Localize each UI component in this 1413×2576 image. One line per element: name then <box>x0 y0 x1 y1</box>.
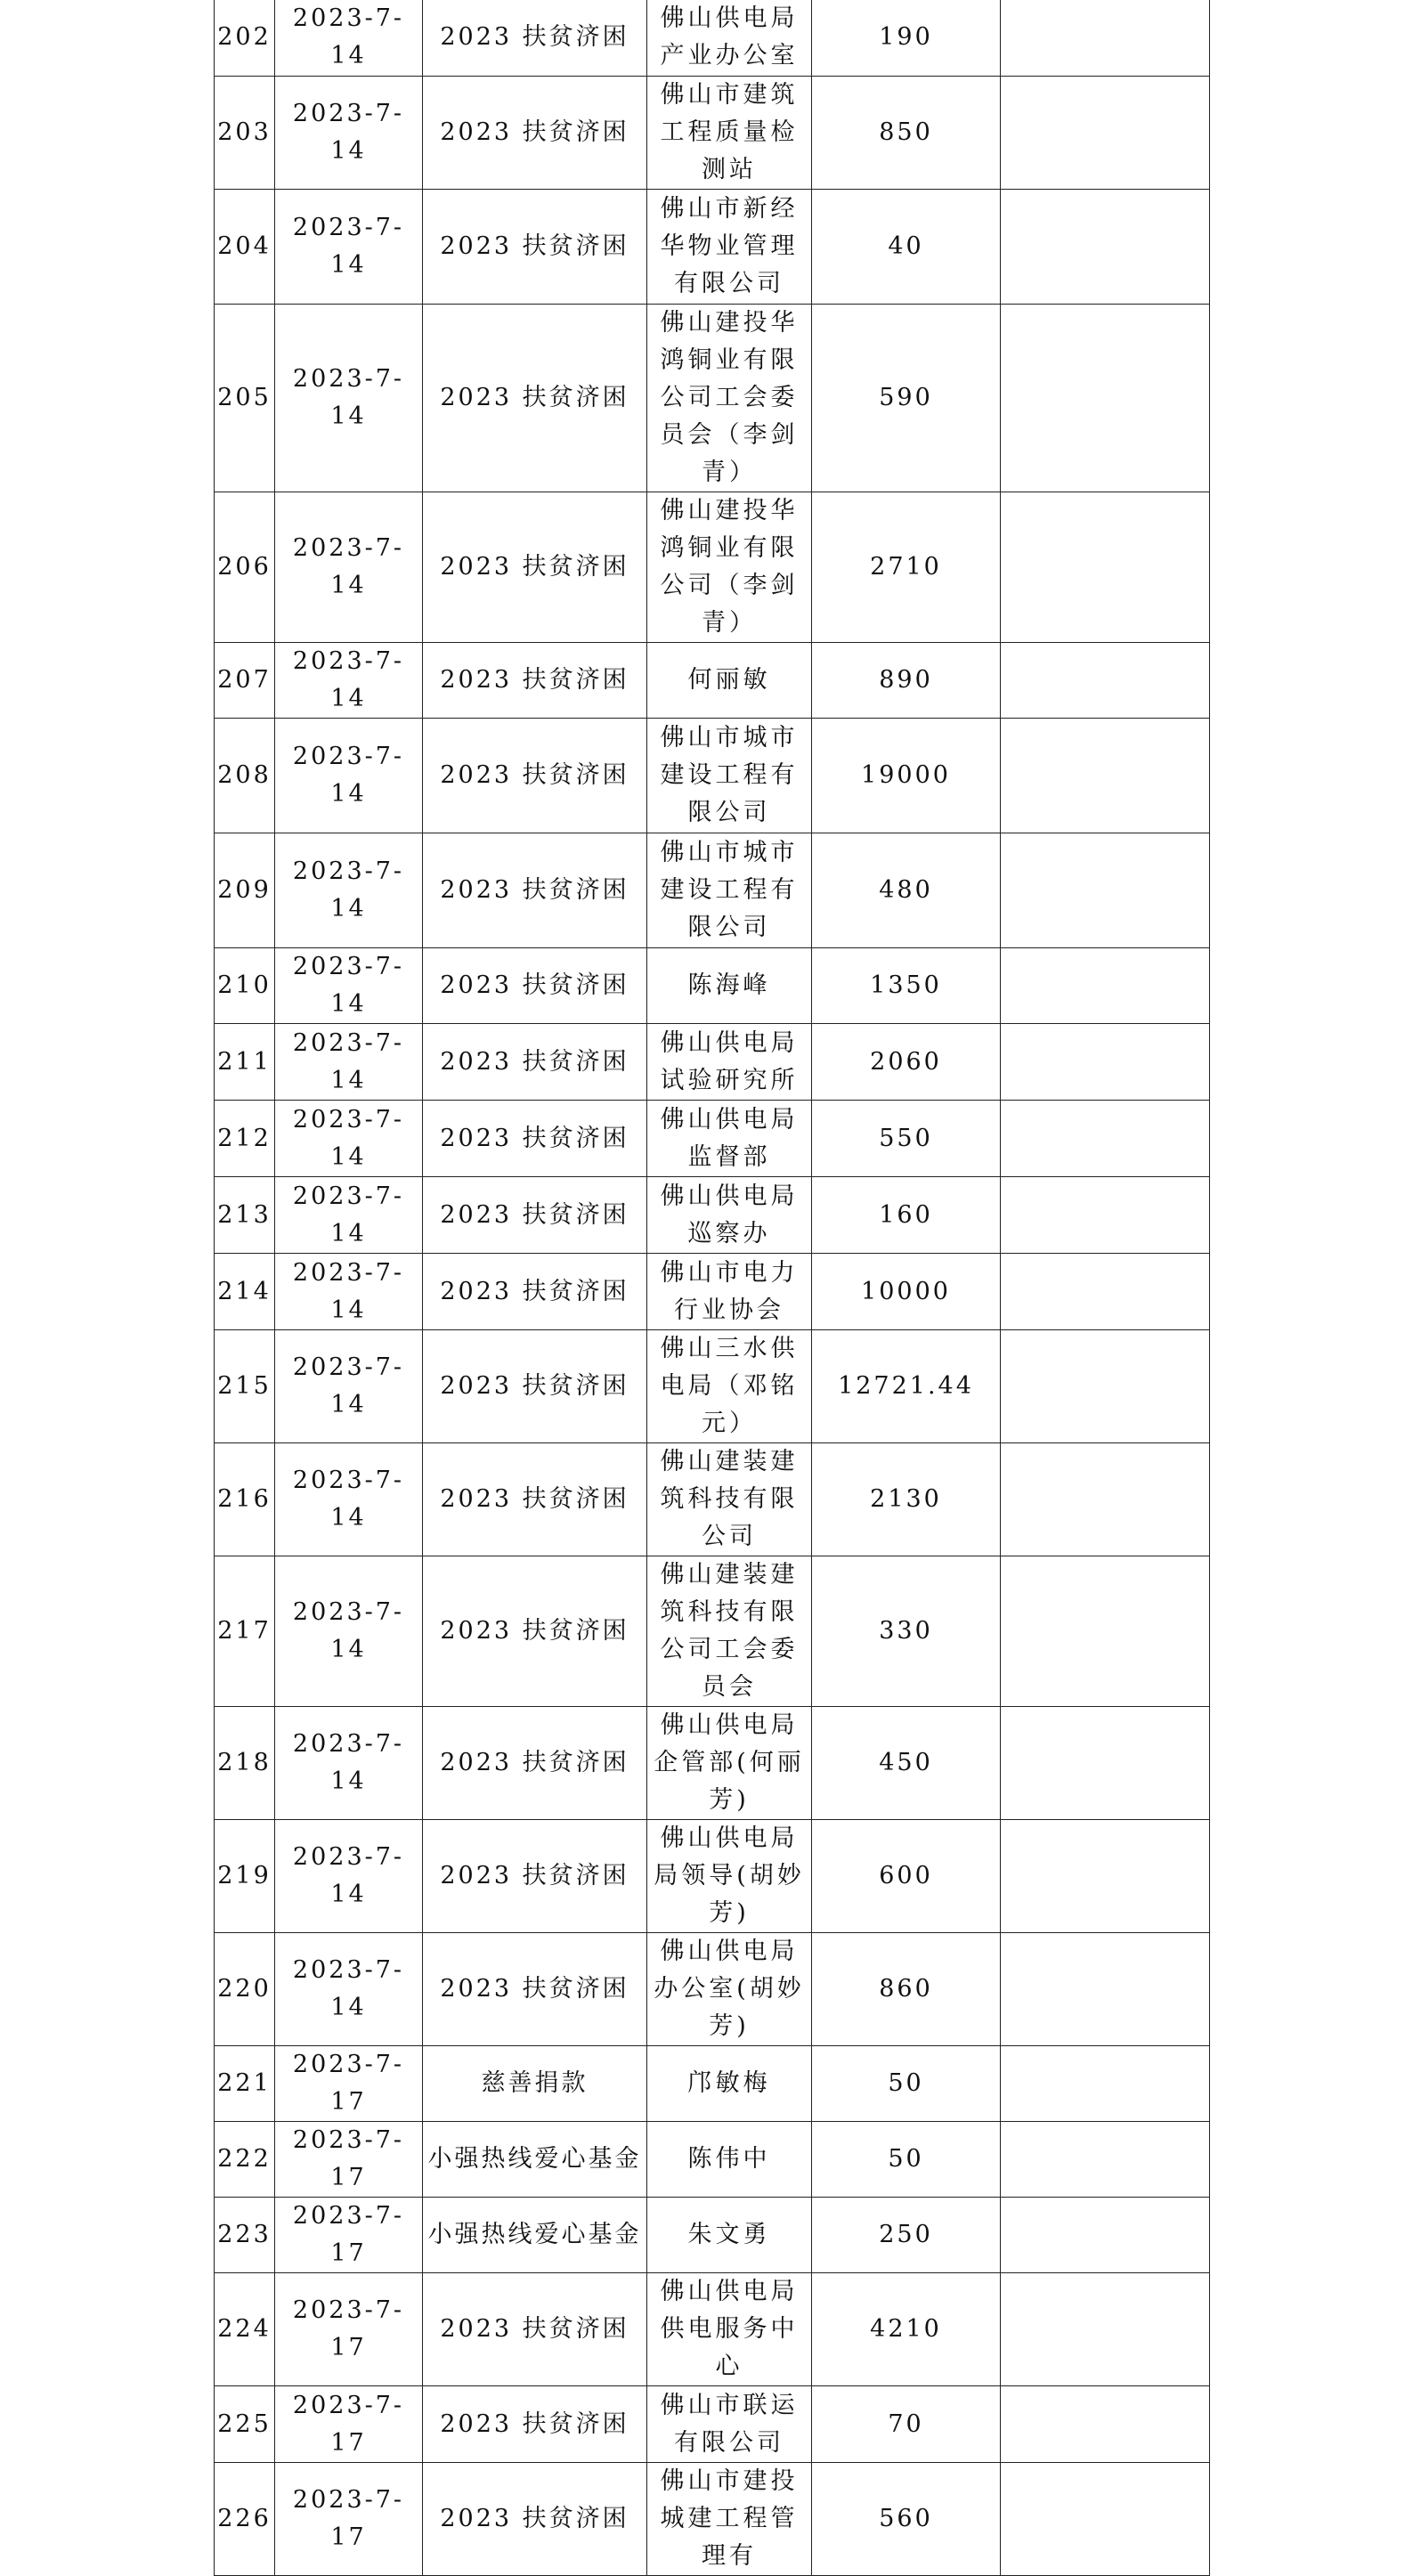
row-number-cell: 209 <box>215 833 275 948</box>
category-cell: 2023 扶贫济困 <box>423 1707 647 1820</box>
date-cell: 2023-7-14 <box>275 1101 423 1177</box>
donor-cell: 佛山市建投城建工程管理有 <box>647 2463 812 2576</box>
row-number-cell: 202 <box>215 0 275 77</box>
table-row <box>215 2198 1210 2273</box>
category-cell: 2023 扶贫济困 <box>423 1443 647 1556</box>
row-number-cell: 213 <box>215 1177 275 1254</box>
date-cell: 2023-7-14 <box>275 1024 423 1101</box>
date-cell: 2023-7-14 <box>275 1443 423 1556</box>
row-number-cell: 208 <box>215 719 275 833</box>
category-cell: 2023 扶贫济困 <box>423 0 647 77</box>
row-number-cell: 212 <box>215 1101 275 1177</box>
donor-cell: 佛山供电局企管部(何丽芳) <box>647 1707 812 1820</box>
date-cell: 2023-7-17 <box>275 2198 423 2273</box>
row-number-cell: 224 <box>215 2273 275 2386</box>
amount-cell: 4210 <box>812 2273 1001 2386</box>
table-row <box>215 1254 1210 1330</box>
table-row <box>215 833 1210 948</box>
donor-cell: 佛山市城市建设工程有限公司 <box>647 833 812 948</box>
donor-cell: 朱文勇 <box>647 2198 812 2273</box>
row-number-cell: 226 <box>215 2463 275 2576</box>
row-number-cell: 220 <box>215 1933 275 2046</box>
amount-cell: 12721.44 <box>812 1330 1001 1443</box>
donor-cell: 佛山供电局监督部 <box>647 1101 812 1177</box>
amount-cell: 480 <box>812 833 1001 948</box>
category-cell: 2023 扶贫济困 <box>423 1024 647 1101</box>
note-cell <box>1001 0 1210 77</box>
note-cell <box>1001 2198 1210 2273</box>
table-row <box>215 2122 1210 2198</box>
amount-cell: 1350 <box>812 948 1001 1024</box>
donor-cell: 佛山供电局产业办公室 <box>647 0 812 77</box>
amount-cell: 860 <box>812 1933 1001 2046</box>
donation-table-body <box>215 0 1210 2576</box>
note-cell <box>1001 2122 1210 2198</box>
amount-cell: 600 <box>812 1820 1001 1933</box>
date-cell: 2023-7-14 <box>275 1707 423 1820</box>
note-cell <box>1001 2046 1210 2122</box>
table-row <box>215 1443 1210 1556</box>
amount-cell: 2060 <box>812 1024 1001 1101</box>
table-row <box>215 1933 1210 2046</box>
table-row <box>215 2046 1210 2122</box>
note-cell <box>1001 1330 1210 1443</box>
date-cell: 2023-7-14 <box>275 719 423 833</box>
date-cell: 2023-7-14 <box>275 948 423 1024</box>
note-cell <box>1001 492 1210 643</box>
table-row <box>215 1177 1210 1254</box>
amount-cell: 850 <box>812 77 1001 190</box>
note-cell <box>1001 643 1210 719</box>
row-number-cell: 219 <box>215 1820 275 1933</box>
amount-cell: 50 <box>812 2122 1001 2198</box>
donor-cell: 佛山市电力行业协会 <box>647 1254 812 1330</box>
table-row <box>215 1024 1210 1101</box>
date-cell: 2023-7-14 <box>275 190 423 305</box>
category-cell: 2023 扶贫济困 <box>423 492 647 643</box>
note-cell <box>1001 1024 1210 1101</box>
donor-cell: 佛山市联运有限公司 <box>647 2386 812 2463</box>
category-cell: 2023 扶贫济困 <box>423 1556 647 1707</box>
row-number-cell: 203 <box>215 77 275 190</box>
amount-cell: 70 <box>812 2386 1001 2463</box>
donor-cell: 佛山建投华鸿铜业有限公司（李剑青） <box>647 492 812 643</box>
note-cell <box>1001 948 1210 1024</box>
note-cell <box>1001 1101 1210 1177</box>
category-cell: 2023 扶贫济困 <box>423 305 647 492</box>
row-number-cell: 211 <box>215 1024 275 1101</box>
table-row <box>215 2463 1210 2576</box>
row-number-cell: 210 <box>215 948 275 1024</box>
row-number-cell: 218 <box>215 1707 275 1820</box>
category-cell: 2023 扶贫济困 <box>423 77 647 190</box>
date-cell: 2023-7-14 <box>275 1933 423 2046</box>
donor-cell: 佛山供电局办公室(胡妙芳) <box>647 1933 812 2046</box>
row-number-cell: 216 <box>215 1443 275 1556</box>
donor-cell: 佛山供电局供电服务中心 <box>647 2273 812 2386</box>
date-cell: 2023-7-17 <box>275 2386 423 2463</box>
note-cell <box>1001 77 1210 190</box>
note-cell <box>1001 2463 1210 2576</box>
note-cell <box>1001 719 1210 833</box>
amount-cell: 190 <box>812 0 1001 77</box>
amount-cell: 330 <box>812 1556 1001 1707</box>
date-cell: 2023-7-17 <box>275 2273 423 2386</box>
table-row <box>215 1330 1210 1443</box>
category-cell: 2023 扶贫济困 <box>423 1933 647 2046</box>
note-cell <box>1001 1443 1210 1556</box>
table-row <box>215 948 1210 1024</box>
donor-cell: 何丽敏 <box>647 643 812 719</box>
row-number-cell: 204 <box>215 190 275 305</box>
table-row <box>215 1707 1210 1820</box>
table-row <box>215 492 1210 643</box>
amount-cell: 19000 <box>812 719 1001 833</box>
category-cell: 小强热线爱心基金 <box>423 2122 647 2198</box>
date-cell: 2023-7-17 <box>275 2046 423 2122</box>
date-cell: 2023-7-14 <box>275 0 423 77</box>
donor-cell: 佛山供电局巡察办 <box>647 1177 812 1254</box>
amount-cell: 560 <box>812 2463 1001 2576</box>
date-cell: 2023-7-14 <box>275 1820 423 1933</box>
donor-cell: 邝敏梅 <box>647 2046 812 2122</box>
row-number-cell: 222 <box>215 2122 275 2198</box>
amount-cell: 40 <box>812 190 1001 305</box>
amount-cell: 590 <box>812 305 1001 492</box>
date-cell: 2023-7-14 <box>275 492 423 643</box>
category-cell: 2023 扶贫济困 <box>423 1177 647 1254</box>
amount-cell: 890 <box>812 643 1001 719</box>
date-cell: 2023-7-14 <box>275 833 423 948</box>
donor-cell: 佛山市新经华物业管理有限公司 <box>647 190 812 305</box>
note-cell <box>1001 2386 1210 2463</box>
note-cell <box>1001 833 1210 948</box>
note-cell <box>1001 1556 1210 1707</box>
date-cell: 2023-7-14 <box>275 643 423 719</box>
table-row <box>215 2273 1210 2386</box>
donor-cell: 佛山市城市建设工程有限公司 <box>647 719 812 833</box>
amount-cell: 10000 <box>812 1254 1001 1330</box>
row-number-cell: 215 <box>215 1330 275 1443</box>
donor-cell: 陈海峰 <box>647 948 812 1024</box>
note-cell <box>1001 1933 1210 2046</box>
donor-cell: 佛山市建筑工程质量检测站 <box>647 77 812 190</box>
donor-cell: 佛山建装建筑科技有限公司 <box>647 1443 812 1556</box>
donor-cell: 佛山供电局试验研究所 <box>647 1024 812 1101</box>
donor-cell: 陈伟中 <box>647 2122 812 2198</box>
category-cell: 2023 扶贫济困 <box>423 1254 647 1330</box>
note-cell <box>1001 1707 1210 1820</box>
category-cell: 慈善捐款 <box>423 2046 647 2122</box>
row-number-cell: 206 <box>215 492 275 643</box>
note-cell <box>1001 305 1210 492</box>
date-cell: 2023-7-14 <box>275 1177 423 1254</box>
note-cell <box>1001 1177 1210 1254</box>
date-cell: 2023-7-14 <box>275 1330 423 1443</box>
date-cell: 2023-7-14 <box>275 1254 423 1330</box>
category-cell: 2023 扶贫济困 <box>423 2386 647 2463</box>
table-row <box>215 719 1210 833</box>
amount-cell: 450 <box>812 1707 1001 1820</box>
category-cell: 2023 扶贫济困 <box>423 643 647 719</box>
date-cell: 2023-7-17 <box>275 2463 423 2576</box>
category-cell: 2023 扶贫济困 <box>423 1330 647 1443</box>
row-number-cell: 217 <box>215 1556 275 1707</box>
table-row <box>215 1101 1210 1177</box>
row-number-cell: 214 <box>215 1254 275 1330</box>
amount-cell: 50 <box>812 2046 1001 2122</box>
row-number-cell: 207 <box>215 643 275 719</box>
category-cell: 2023 扶贫济困 <box>423 1101 647 1177</box>
note-cell <box>1001 2273 1210 2386</box>
table-row <box>215 0 1210 77</box>
row-number-cell: 221 <box>215 2046 275 2122</box>
row-number-cell: 223 <box>215 2198 275 2273</box>
date-cell: 2023-7-17 <box>275 2122 423 2198</box>
donor-cell: 佛山建投华鸿铜业有限公司工会委员会（李剑青） <box>647 305 812 492</box>
category-cell: 2023 扶贫济困 <box>423 833 647 948</box>
amount-cell: 2130 <box>812 1443 1001 1556</box>
donation-table <box>214 0 1210 2576</box>
date-cell: 2023-7-14 <box>275 1556 423 1707</box>
date-cell: 2023-7-14 <box>275 77 423 190</box>
table-row <box>215 305 1210 492</box>
category-cell: 2023 扶贫济困 <box>423 948 647 1024</box>
amount-cell: 160 <box>812 1177 1001 1254</box>
amount-cell: 250 <box>812 2198 1001 2273</box>
table-row <box>215 77 1210 190</box>
amount-cell: 2710 <box>812 492 1001 643</box>
table-row <box>215 190 1210 305</box>
table-row <box>215 2386 1210 2463</box>
table-row <box>215 1556 1210 1707</box>
donor-cell: 佛山建装建筑科技有限公司工会委员会 <box>647 1556 812 1707</box>
note-cell <box>1001 1820 1210 1933</box>
category-cell: 2023 扶贫济困 <box>423 1820 647 1933</box>
row-number-cell: 225 <box>215 2386 275 2463</box>
date-cell: 2023-7-14 <box>275 305 423 492</box>
note-cell <box>1001 1254 1210 1330</box>
donor-cell: 佛山供电局局领导(胡妙芳) <box>647 1820 812 1933</box>
category-cell: 2023 扶贫济困 <box>423 2273 647 2386</box>
table-row <box>215 1820 1210 1933</box>
category-cell: 小强热线爱心基金 <box>423 2198 647 2273</box>
category-cell: 2023 扶贫济困 <box>423 190 647 305</box>
row-number-cell: 205 <box>215 305 275 492</box>
amount-cell: 550 <box>812 1101 1001 1177</box>
category-cell: 2023 扶贫济困 <box>423 2463 647 2576</box>
category-cell: 2023 扶贫济困 <box>423 719 647 833</box>
donor-cell: 佛山三水供电局（邓铭元） <box>647 1330 812 1443</box>
note-cell <box>1001 190 1210 305</box>
table-row <box>215 643 1210 719</box>
